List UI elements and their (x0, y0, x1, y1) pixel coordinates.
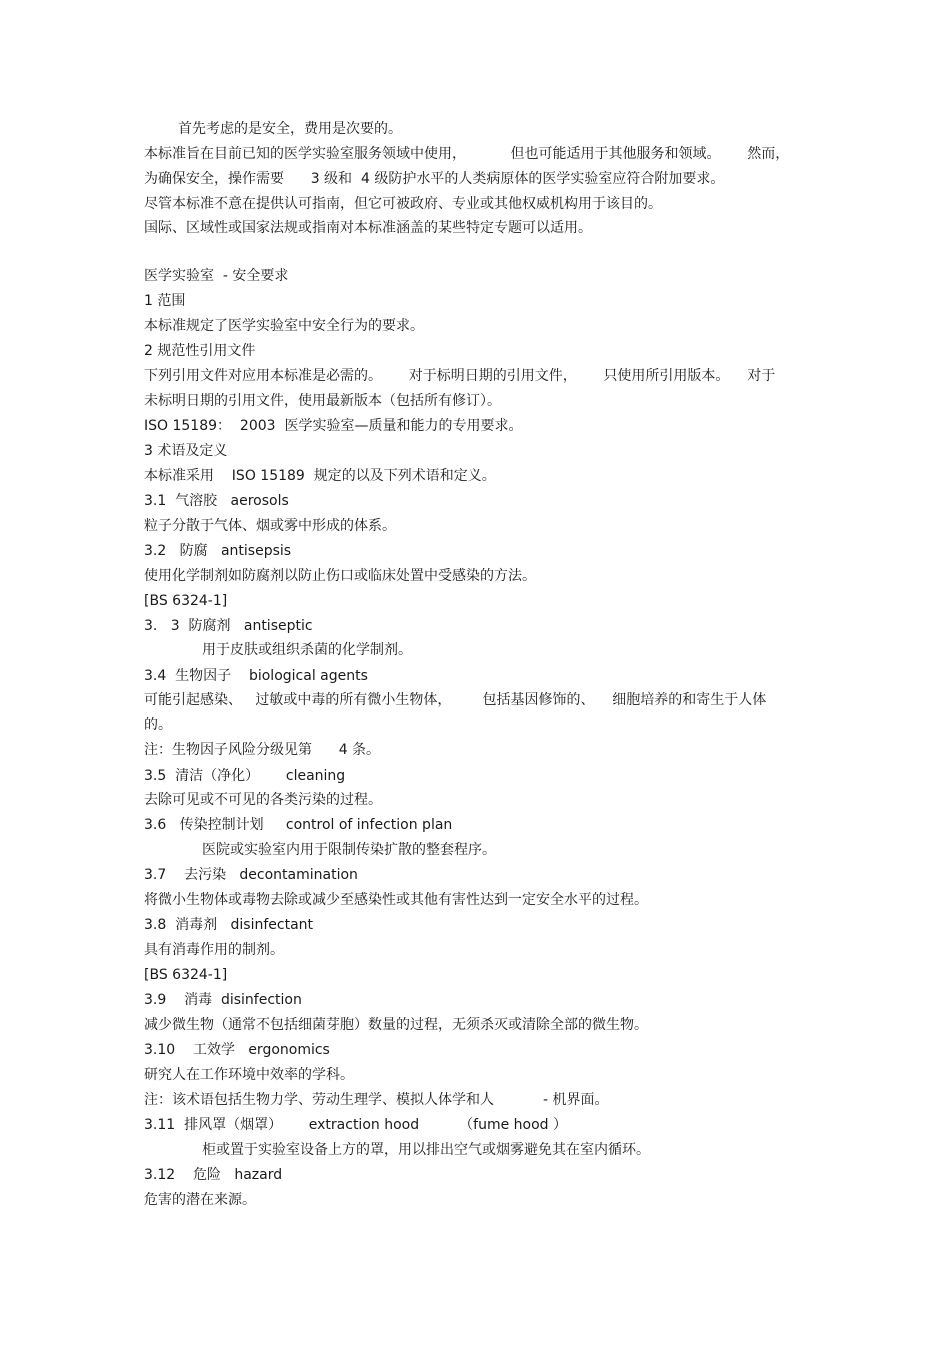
term-heading: 3.10 工效学 ergonomics (144, 1042, 330, 1058)
term-definition: 将微小生物体或毒物去除或减少至感染性或其他有害性达到一定安全水平的过程。 (144, 892, 648, 908)
term-heading: 3.5 清洁（净化） cleaning (144, 768, 346, 784)
term-heading: 3.4 生物因子 biological agents (144, 668, 368, 684)
document-title: 医学实验室 - 安全要求 (144, 268, 289, 284)
scope-paragraph-line: 国际、区域性或国家法规或指南对本标准涵盖的某些特定专题可以适用。 (144, 220, 592, 236)
body-line: 本标准规定了医学实验室中安全行为的要求。 (144, 318, 424, 334)
reference-line: ISO 15189： 2003 医学实验室—质量和能力的专用要求。 (144, 418, 523, 434)
term-definition: 的。 (144, 717, 172, 733)
body-line: 下列引用文件对应用本标准是必需的。 对于标明日期的引用文件， 只使用所引用版本。 对于 (144, 368, 776, 384)
scope-paragraph-line: 为确保安全，操作需要 3 级和 4 级防护水平的人类病原体的医学实验室应符合附加要求。 (144, 171, 725, 187)
intro-line: 首先考虑的是安全，费用是次要的。 (178, 121, 402, 137)
term-definition: 医院或实验室内用于限制传染扩散的整套程序。 (202, 842, 496, 858)
term-definition: 去除可见或不可见的各类污染的过程。 (144, 792, 382, 808)
term-source: [BS 6324-1] (144, 593, 228, 609)
term-definition: 危害的潜在来源。 (144, 1192, 256, 1208)
term-heading: 3.1 气溶胶 aerosols (144, 493, 289, 509)
scope-paragraph-line: 本标准旨在目前已知的医学实验室服务领域中使用， 但也可能适用于其他服务和领域。 然而， (144, 146, 790, 162)
scope-paragraph-line: 尽管本标准不意在提供认可指南，但它可被政府、专业或其他权威机构用于该目的。 (144, 196, 662, 212)
term-heading: 3.12 危险 hazard (144, 1167, 283, 1183)
term-heading: 3. 3 防腐剂 antiseptic (144, 618, 313, 634)
term-definition: 减少微生物（通常不包括细菌芽胞）数量的过程，无须杀灭或清除全部的微生物。 (144, 1017, 648, 1033)
term-definition: 研究人在工作环境中效率的学科。 (144, 1067, 354, 1083)
term-definition: 具有消毒作用的制剂。 (144, 942, 284, 958)
term-definition: 可能引起感染、 过敏或中毒的所有微小生物体， 包括基因修饰的、 细胞培养的和寄生于人体 (144, 692, 767, 708)
term-definition: 使用化学制剂如防腐剂以防止伤口或临床处置中受感染的方法。 (144, 568, 536, 584)
term-heading: 3.6 传染控制计划 control of infection plan (144, 817, 453, 833)
term-source: [BS 6324-1] (144, 967, 228, 983)
body-line: 本标准采用 ISO 15189 规定的以及下列术语和定义。 (144, 468, 496, 484)
section-heading: 2 规范性引用文件 (144, 343, 256, 359)
term-note: 注：生物因子风险分级见第 4 条。 (144, 742, 381, 758)
body-line: 未标明日期的引用文件，使用最新版本（包括所有修订）。 (144, 393, 501, 409)
term-heading: 3.2 防腐 antisepsis (144, 543, 292, 559)
term-heading: 3.11 排风罩（烟罩） extraction hood （fume hood ） (144, 1117, 568, 1133)
term-definition: 柜或置于实验室设备上方的罩，用以排出空气或烟雾避免其在室内循环。 (202, 1142, 650, 1158)
term-heading: 3.8 消毒剂 disinfectant (144, 917, 314, 933)
term-heading: 3.7 去污染 decontamination (144, 867, 358, 883)
term-definition: 用于皮肤或组织杀菌的化学制剂。 (202, 642, 412, 658)
term-note: 注：该术语包括生物力学、劳动生理学、模拟人体学和人 - 机界面。 (144, 1092, 609, 1108)
section-heading: 3 术语及定义 (144, 443, 228, 459)
section-heading: 1 范围 (144, 293, 186, 309)
term-heading: 3.9 消毒 disinfection (144, 992, 302, 1008)
term-definition: 粒子分散于气体、烟或雾中形成的体系。 (144, 518, 396, 534)
